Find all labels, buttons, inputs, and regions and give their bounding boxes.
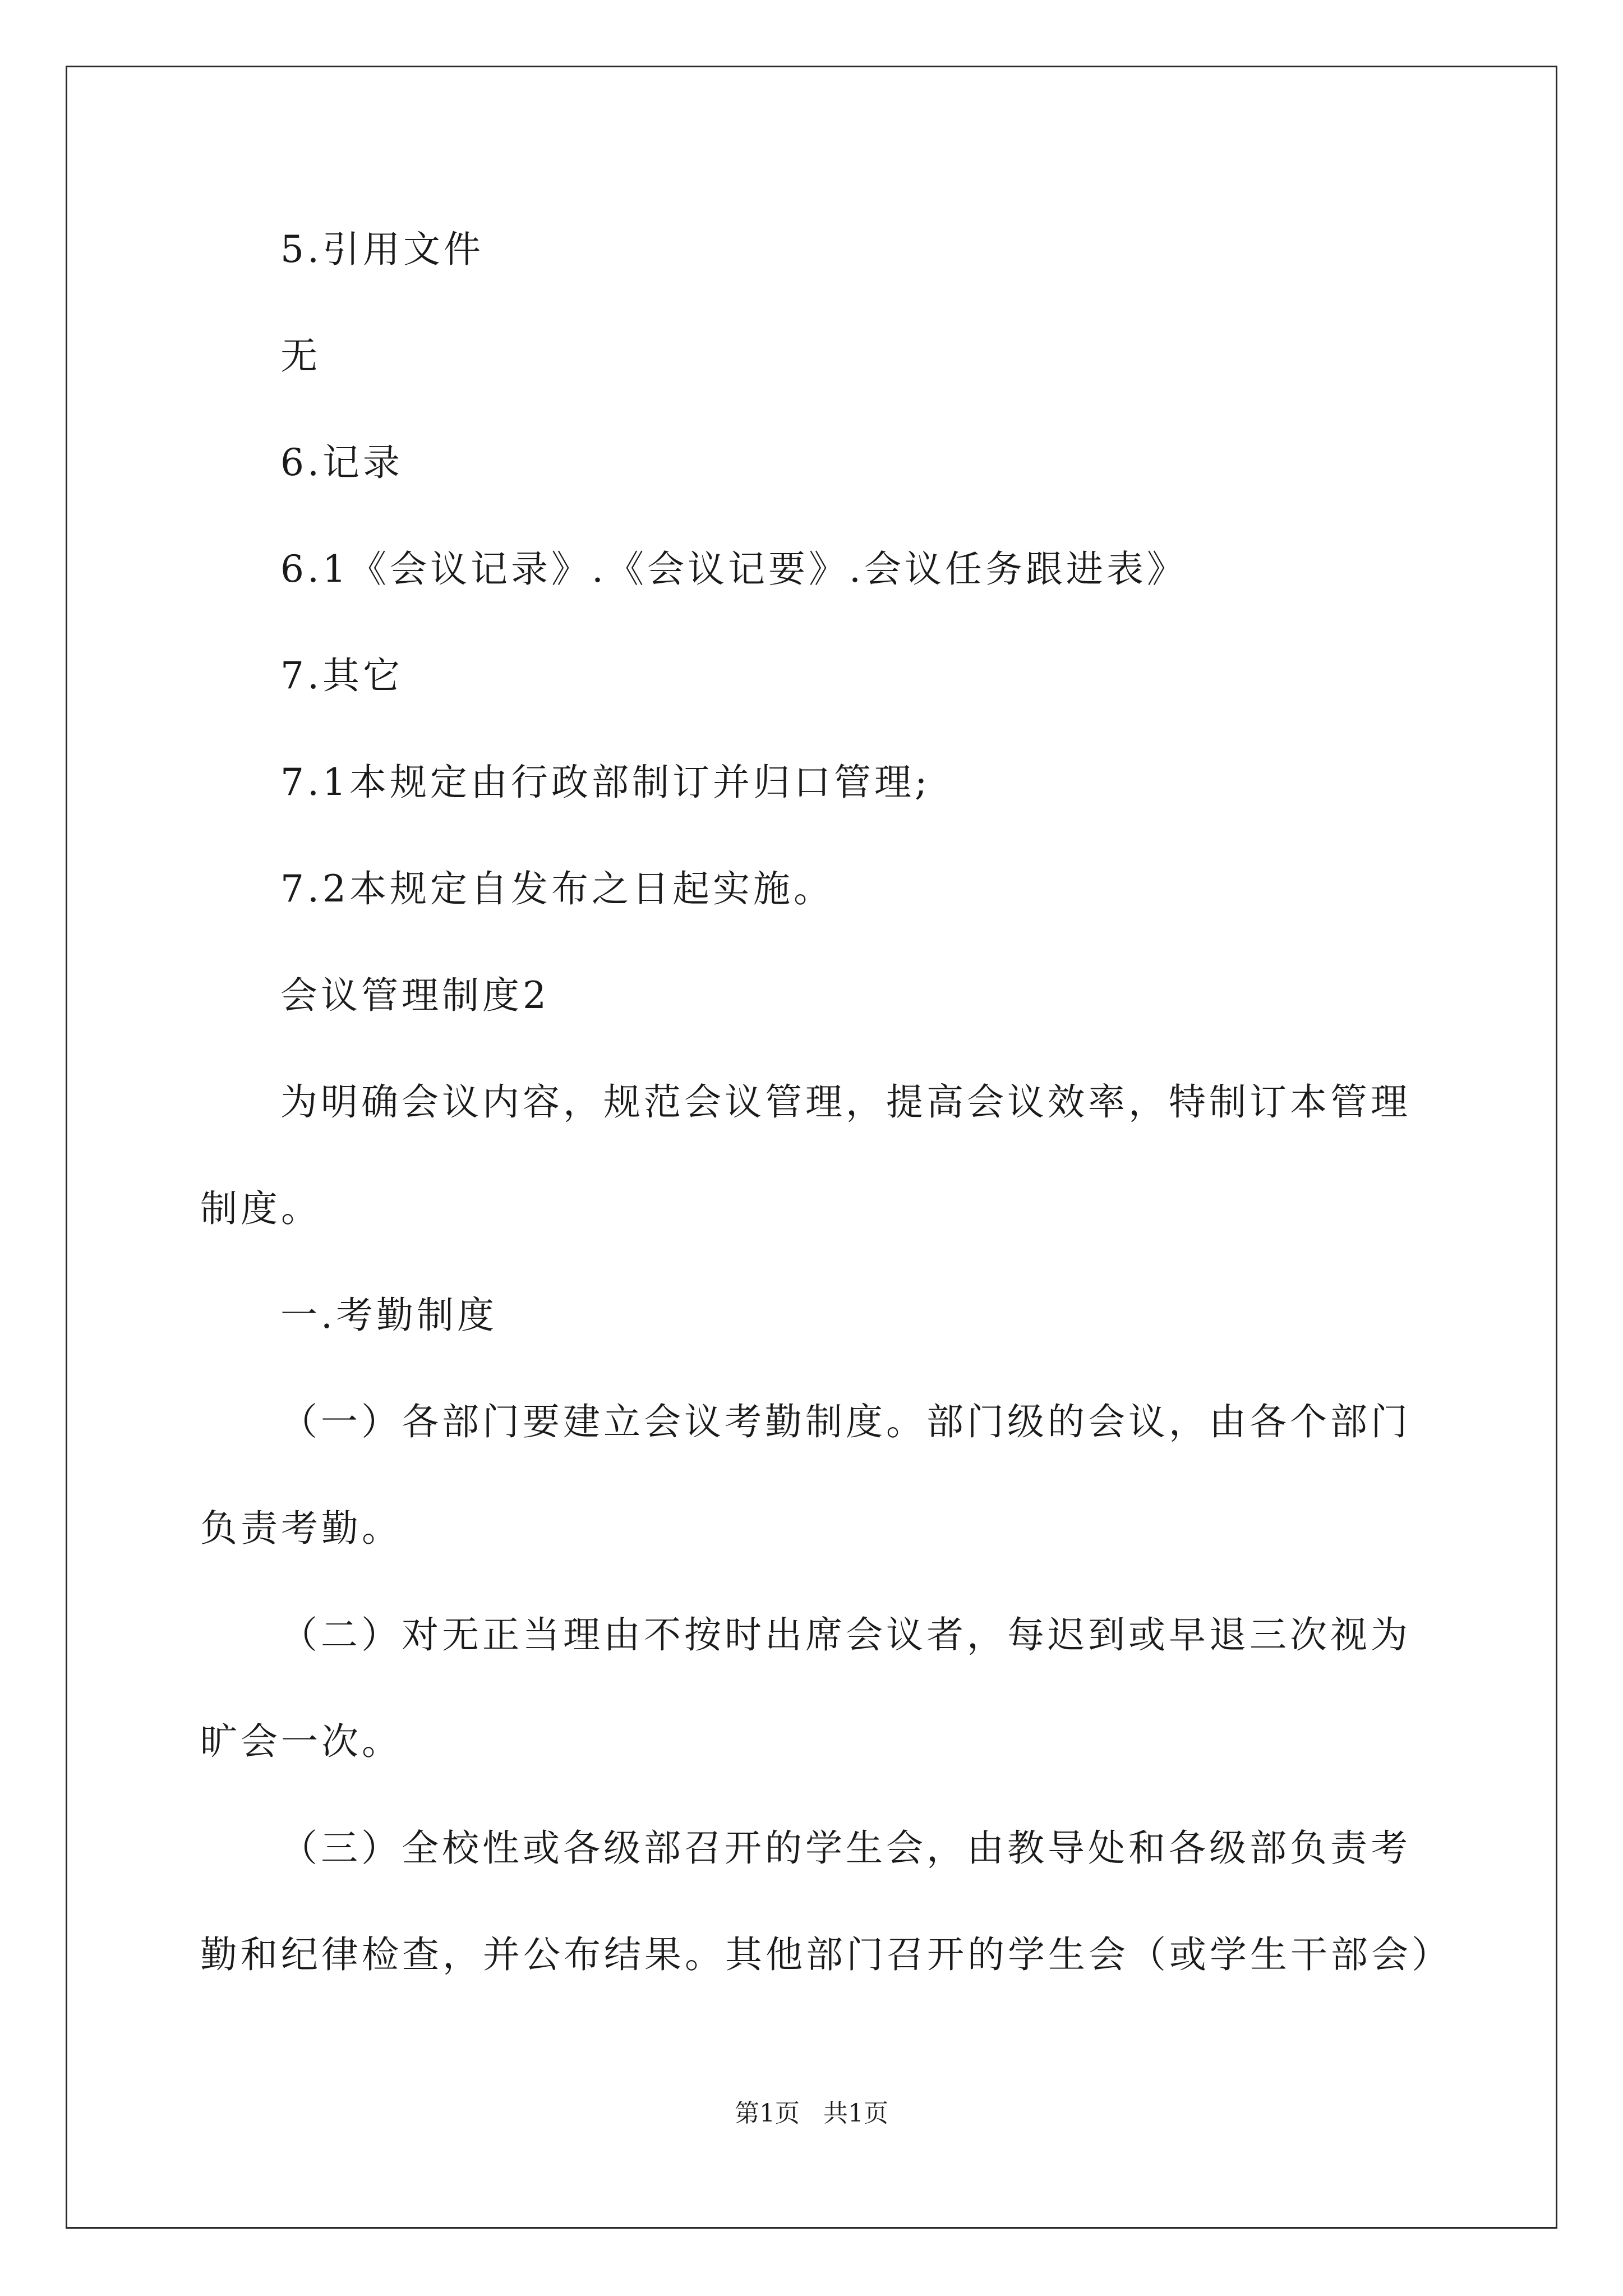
heading-records: 6.记录 xyxy=(280,441,403,484)
section-title-meeting-system-2: 会议管理制度2 xyxy=(280,974,550,1017)
paragraph-item-2-line-1: （二）对无正当理由不按时出席会议者，每迟到或早退三次视为 xyxy=(280,1613,1411,1657)
paragraph-intro-line-2: 制度。 xyxy=(200,1187,321,1230)
paragraph-item-3-line-2: 勤和纪律检查，并公布结果。其他部门召开的学生会（或学生干部会） xyxy=(200,1933,1452,1976)
paragraph-item-1-line-2: 负责考勤。 xyxy=(200,1507,402,1550)
paragraph-intro-line-1: 为明确会议内容，规范会议管理，提高会议效率，特制订本管理 xyxy=(280,1080,1411,1124)
paragraph-item-2-line-2: 旷会一次。 xyxy=(200,1720,402,1763)
page-border xyxy=(66,66,1557,2229)
paragraph-7-2: 7.2本规定自发布之日起实施。 xyxy=(280,867,834,910)
heading-attendance-system: 一.考勤制度 xyxy=(280,1294,497,1337)
page-footer: 第1页 共1页 xyxy=(735,2099,888,2128)
heading-other: 7.其它 xyxy=(280,654,403,697)
paragraph-none: 无 xyxy=(280,334,321,378)
paragraph-item-1-line-1: （一）各部门要建立会议考勤制度。部门级的会议，由各个部门 xyxy=(280,1400,1411,1443)
paragraph-6-1: 6.1《会议记录》.《会议记要》.会议任务跟进表》 xyxy=(280,547,1187,591)
paragraph-item-3-line-1: （三）全校性或各级部召开的学生会，由教导处和各级部负责考 xyxy=(280,1826,1411,1870)
heading-referenced-documents: 5.引用文件 xyxy=(280,228,484,271)
paragraph-7-1: 7.1本规定由行政部制订并归口管理; xyxy=(280,761,931,804)
